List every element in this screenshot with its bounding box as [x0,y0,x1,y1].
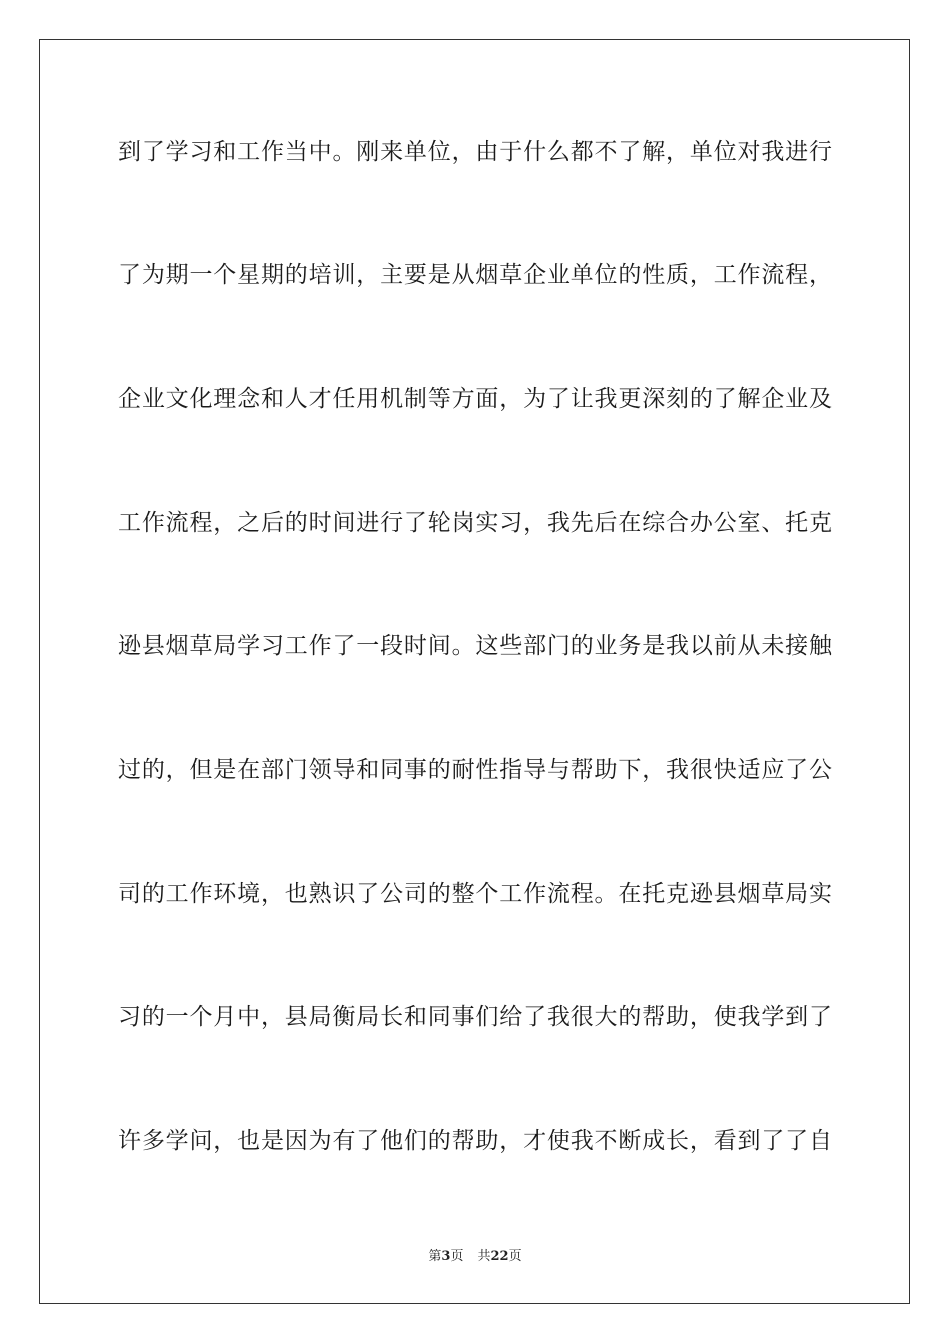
body-line-3: 企业文化理念和人才任用机制等方面，为了让我更深刻的了解企业及 [118,386,832,412]
body-line-8: 习的一个月中，县局衡局长和同事们给了我很大的帮助，使我学到了 [118,1004,832,1030]
body-line-6: 过的，但是在部门领导和同事的耐性指导与帮助下，我很快适应了公 [118,757,832,783]
body-line-7: 司的工作环境，也熟识了公司的整个工作流程。在托克逊县烟草局实 [118,881,832,907]
body-line-2: 了为期一个星期的培训，主要是从烟草企业单位的性质，工作流程， [118,262,832,288]
body-line-5: 逊县烟草局学习工作了一段时间。这些部门的业务是我以前从未接触 [118,633,832,659]
footer-total-suffix: 页 [508,1249,522,1264]
footer-total-pages: 22 [490,1249,509,1264]
body-line-4: 工作流程，之后的时间进行了轮岗实习，我先后在综合办公室、托克 [118,510,832,536]
footer-page-suffix: 页 [450,1249,464,1264]
footer-total-prefix: 共 [477,1249,491,1264]
page-footer [0,1248,950,1266]
page-frame [39,39,910,1304]
footer-page-prefix: 第 [428,1249,442,1264]
body-line-1: 到了学习和工作当中。刚来单位，由于什么都不了解，单位对我进行 [118,139,832,165]
footer-page-number: 3 [441,1249,451,1264]
body-line-9: 许多学问，也是因为有了他们的帮助，才使我不断成长，看到了了自 [118,1128,832,1154]
